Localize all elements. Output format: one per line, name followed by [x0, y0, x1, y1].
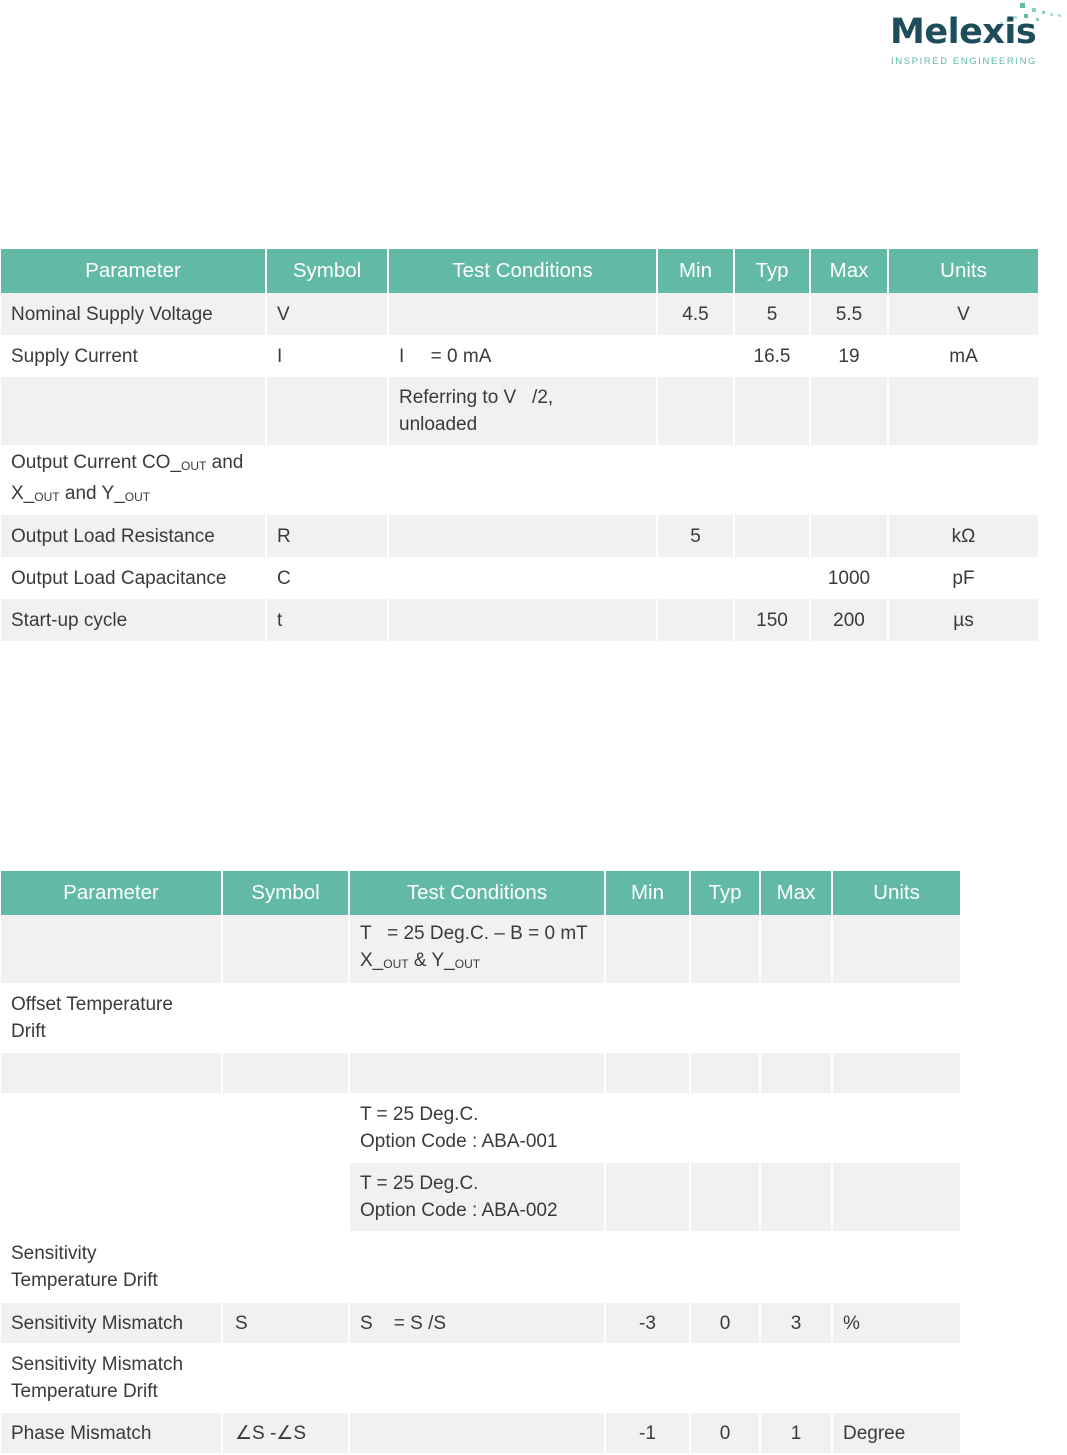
cell-symbol: V: [266, 293, 388, 335]
cell-symbol: [222, 1093, 349, 1163]
cell-min: [657, 557, 734, 599]
header-symbol: Symbol: [222, 871, 349, 915]
cell-symbol: t: [266, 599, 388, 641]
cell-typ: [690, 1343, 760, 1413]
cell-max: 3: [760, 1303, 832, 1343]
cell-max: 1000: [810, 557, 888, 599]
conditions-line-2: Option Code : ABA-002: [360, 1200, 558, 1221]
cell-units: µs: [888, 599, 1038, 641]
cell-conditions: S = S /S: [349, 1303, 605, 1343]
header-units: Units: [888, 249, 1038, 293]
cell-conditions: I = 0 mA: [388, 335, 657, 377]
header-typ: Typ: [690, 871, 760, 915]
cell-min: -1: [605, 1413, 690, 1453]
table-row: [1, 1343, 960, 1413]
cell-conditions: [388, 557, 657, 599]
cell-conditions: [349, 983, 605, 1053]
cell-conditions: [349, 1343, 605, 1413]
header-symbol: Symbol: [266, 249, 388, 293]
cell-units: [832, 983, 960, 1053]
cell-symbol: I: [266, 335, 388, 377]
table-row: [1, 915, 960, 983]
cell-conditions: [349, 1231, 605, 1303]
table-row: [1, 599, 1038, 641]
cell-min: 4.5: [657, 293, 734, 335]
cell-max: [810, 377, 888, 445]
cell-max: [810, 445, 888, 515]
cell-symbol: [222, 1343, 349, 1413]
cell-typ: [734, 445, 810, 515]
cell-typ: 0: [690, 1413, 760, 1453]
cell-typ: [690, 915, 760, 983]
cell-units: [888, 445, 1038, 515]
table-row: [1, 515, 1038, 557]
header-min: Min: [657, 249, 734, 293]
cell-symbol: [222, 1231, 349, 1303]
conditions-line-2: Option Code : ABA-001: [360, 1131, 558, 1152]
cell-min: [657, 599, 734, 641]
cell-min: [657, 377, 734, 445]
cell-units: [832, 1163, 960, 1231]
table-row: [1, 983, 960, 1053]
cell-conditions: [349, 1163, 605, 1231]
cell-parameter: [1, 915, 222, 983]
table-row: [1, 293, 1038, 335]
table-header-row: [1, 249, 1038, 293]
cell-units: mA: [888, 335, 1038, 377]
cell-max: [760, 1231, 832, 1303]
cell-max: 19: [810, 335, 888, 377]
logo-tagline: INSPIRED ENGINEERING: [891, 56, 1038, 67]
table-row: [1, 557, 1038, 599]
cell-min: [605, 1343, 690, 1413]
conditions-line-1: T = 25 Deg.C.: [360, 1104, 479, 1125]
cell-symbol: C: [266, 557, 388, 599]
cell-parameter: Nominal Supply Voltage: [1, 293, 266, 335]
cell-symbol: R: [266, 515, 388, 557]
cell-min: -3: [605, 1303, 690, 1343]
logo-wordmark: Melexis: [890, 12, 1037, 52]
cell-min: [605, 983, 690, 1053]
cell-parameter: Output Load Capacitance: [1, 557, 266, 599]
header-min: Min: [605, 871, 690, 915]
cell-conditions: [388, 377, 657, 445]
cell-symbol: [222, 915, 349, 983]
header-units: Units: [832, 871, 960, 915]
cell-min: [657, 335, 734, 377]
parameter-line-1: Output Current $CO\__{OUT}$ and: [11, 452, 244, 473]
table-row: [1, 1413, 960, 1453]
cell-conditions: [349, 1413, 605, 1453]
table-row: [1, 335, 1038, 377]
cell-parameter: Sensitivity Mismatch: [1, 1303, 222, 1343]
table-row: [1, 445, 1038, 515]
cell-min: [657, 445, 734, 515]
melexis-logo: [888, 0, 1063, 72]
cell-units: [832, 1093, 960, 1163]
cell-units: kΩ: [888, 515, 1038, 557]
cell-min: [605, 1231, 690, 1303]
parameter-line-2: Temperature Drift: [11, 1270, 158, 1291]
cell-max: [810, 515, 888, 557]
cell-max: 5.5: [810, 293, 888, 335]
cell-typ: 0: [690, 1303, 760, 1343]
cell-max: 1: [760, 1413, 832, 1453]
cell-min: [605, 1093, 690, 1163]
table-row: [1, 1231, 960, 1303]
cell-max: [760, 1163, 832, 1231]
parameter-line-1: Sensitivity: [11, 1243, 97, 1264]
cell-units: [888, 377, 1038, 445]
cell-units: %: [832, 1303, 960, 1343]
cell-units: [832, 1053, 960, 1093]
table-row: [1, 1053, 960, 1093]
cell-parameter: [1, 377, 266, 445]
cell-symbol: S: [222, 1303, 349, 1343]
cell-parameter: [1, 1053, 222, 1093]
cell-max: 200: [810, 599, 888, 641]
cell-conditions: [349, 1093, 605, 1163]
cell-typ: [690, 1231, 760, 1303]
cell-symbol: [266, 445, 388, 515]
cell-min: [605, 915, 690, 983]
table-row: [1, 1163, 960, 1231]
header-max: Max: [760, 871, 832, 915]
parameter-line-2: Drift: [11, 1021, 46, 1042]
cell-conditions: [388, 445, 657, 515]
cell-min: [605, 1163, 690, 1231]
cell-conditions: [388, 599, 657, 641]
cell-max: [760, 1343, 832, 1413]
cell-max: [760, 983, 832, 1053]
conditions-line-1: T = 25 Deg.C. – B = 0 mT: [360, 923, 588, 944]
cell-typ: 16.5: [734, 335, 810, 377]
cell-typ: [690, 983, 760, 1053]
cell-max: [760, 915, 832, 983]
cell-symbol: [222, 1053, 349, 1093]
table-header-row: [1, 871, 960, 915]
cell-parameter: [1, 1343, 222, 1413]
table-row: [1, 377, 1038, 445]
cell-parameter: [1, 1163, 222, 1231]
parameter-line-1: Sensitivity Mismatch: [11, 1354, 184, 1375]
table-row: [1, 1303, 960, 1343]
header-typ: Typ: [734, 249, 810, 293]
magnetic-spec-table: [1, 871, 960, 1453]
cell-symbol: [222, 1163, 349, 1231]
header-parameter: Parameter: [1, 249, 266, 293]
cell-symbol: [266, 377, 388, 445]
cell-conditions: [349, 915, 605, 983]
cell-parameter: [1, 445, 266, 515]
cell-parameter: [1, 983, 222, 1053]
cell-typ: 5: [734, 293, 810, 335]
header-max: Max: [810, 249, 888, 293]
cell-typ: [734, 377, 810, 445]
electrical-spec-table: [1, 249, 1038, 641]
cell-typ: [734, 557, 810, 599]
cell-parameter: Supply Current: [1, 335, 266, 377]
cell-min: [605, 1053, 690, 1093]
conditions-line-2: $X\__{OUT}$ & $Y\__{OUT}$: [360, 950, 481, 971]
cell-units: Degree: [832, 1413, 960, 1453]
cell-typ: [690, 1163, 760, 1231]
cell-parameter: [1, 1231, 222, 1303]
cell-conditions: [388, 293, 657, 335]
cell-units: [832, 915, 960, 983]
cell-typ: 150: [734, 599, 810, 641]
cell-max: [760, 1093, 832, 1163]
header-test-conditions: Test Conditions: [349, 871, 605, 915]
cell-parameter: Phase Mismatch: [1, 1413, 222, 1453]
cell-units: [832, 1343, 960, 1413]
cell-symbol: ∠S -∠S: [222, 1413, 349, 1453]
cell-conditions: [349, 1053, 605, 1093]
cell-parameter: Output Load Resistance: [1, 515, 266, 557]
cell-typ: [734, 515, 810, 557]
conditions-line-2: unloaded: [399, 414, 478, 435]
cell-parameter: Start-up cycle: [1, 599, 266, 641]
conditions-line-1: T = 25 Deg.C.: [360, 1173, 479, 1194]
cell-units: pF: [888, 557, 1038, 599]
conditions-line-1: Referring to V /2,: [399, 387, 554, 408]
cell-conditions: [388, 515, 657, 557]
cell-symbol: [222, 983, 349, 1053]
cell-units: [832, 1231, 960, 1303]
table-row: [1, 1093, 960, 1163]
header-test-conditions: Test Conditions: [388, 249, 657, 293]
cell-typ: [690, 1053, 760, 1093]
parameter-line-1: Offset Temperature: [11, 994, 173, 1015]
parameter-line-2: $X\__{OUT}$ and $Y\__{OUT}$: [11, 483, 151, 504]
cell-typ: [690, 1093, 760, 1163]
parameter-line-2: Temperature Drift: [11, 1381, 158, 1402]
cell-units: V: [888, 293, 1038, 335]
header-parameter: Parameter: [1, 871, 222, 915]
cell-parameter: [1, 1093, 222, 1163]
cell-min: 5: [657, 515, 734, 557]
cell-max: [760, 1053, 832, 1093]
